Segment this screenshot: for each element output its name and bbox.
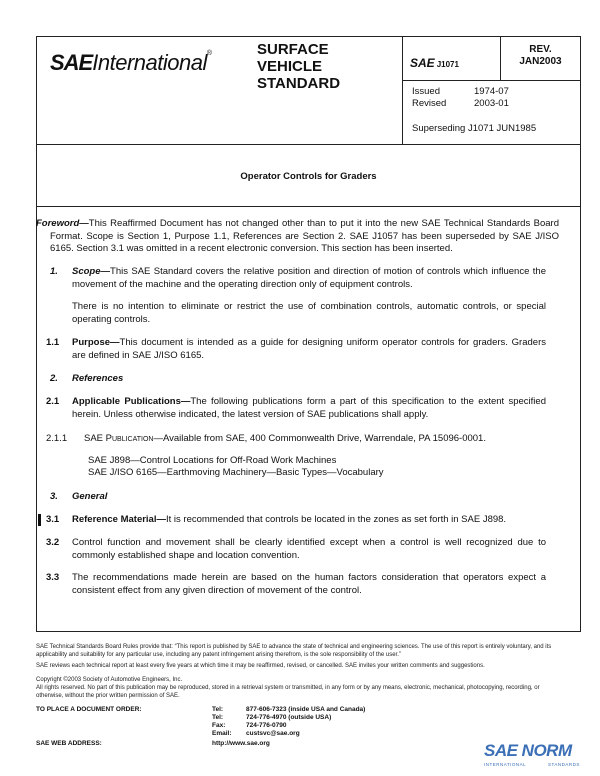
section-2-1-1-label: SAE Publication: [84, 433, 154, 444]
tel-value-usa[interactable]: 877-606-7323 (inside USA and Canada): [246, 706, 366, 713]
issued-value: 1974-07: [474, 86, 509, 97]
section-2-number: 2.: [50, 373, 58, 384]
section-1-label: Scope—: [72, 266, 111, 277]
section-3-1-text: It is recommended that controls be located in the zones as set forth in SAE J898.: [165, 514, 507, 525]
footer-rights: All rights reserved. No part of this publication may be reproduced, stored in a retrieval system or transmitted, in any form or by any means, electronic, mechanical, photocopying, recording, or otherwise, without the prior written permission of SAE.: [36, 685, 540, 699]
fax-label: Fax:: [212, 722, 226, 729]
doc-number-logo: SAE: [410, 56, 435, 70]
sae-norm-sub-left: INTERNATIONAL: [484, 762, 527, 767]
logo-trademark: ®: [206, 50, 213, 57]
document-title: Operator Controls for Graders: [240, 171, 377, 182]
header-bottom-rule: [36, 144, 581, 145]
foreword-text: This Reaffirmed Document has not changed other than to put it into the new SAE Technical Standards Board Format. Scope is Section 1, Purpose 1.1, References are Section 2. SAE J1057 has been superseded by SAE J/ISO 6165. Section 3.1 was omitted in a recent electronic conversion. This section has been inserted.: [50, 218, 559, 254]
sae-international-logo: [50, 50, 212, 76]
fax-value: 724-776-0790: [246, 722, 287, 729]
email-label: Email:: [212, 730, 232, 737]
doc-type-line-3: STANDARD: [257, 75, 341, 92]
revised-value: 2003-01: [474, 98, 509, 109]
tel-label: Tel:: [212, 706, 224, 713]
section-1-1-text: This document is intended as a guide for designing uniform operator controls for graders. Graders are defined in SAE J/ISO 6165.: [72, 337, 546, 361]
rev-divider-horizontal: [402, 80, 581, 81]
footer-rules: SAE Technical Standards Board Rules provide that: “This report is published by SAE to advance the state of technical and engineering sciences. The use of this report is entirely voluntary, and its applicability and suitability for any particular use, including any patent infringement arising therefrom, is the sole responsibility of the user.”: [36, 644, 552, 658]
logo-international-text: International: [92, 50, 207, 75]
sae-norm-logo-text: SAE NORM: [484, 741, 572, 760]
document-type: [257, 41, 340, 92]
tel-value-intl[interactable]: 724-776-4970 (outside USA): [246, 714, 332, 721]
section-1-text: This SAE Standard covers the relative position and direction of motion of controls which influence the movement of the machine and the operating direction only of equipment controls.: [72, 266, 546, 290]
title-bottom-rule: [36, 206, 581, 207]
section-3-1-reference-material: [72, 514, 546, 527]
reference-j-iso-6165: SAE J/ISO 6165—Earthmoving Machinery—Basic Types—Vocabulary: [88, 467, 384, 478]
section-3-3-text: The recommendations made herein are based on the human factors consideration that operators expect a consistent effect from any given direction of movement of the control.: [72, 572, 546, 596]
section-3-2-text: Control function and movement shall be clearly identified except when a control is well recognized due to commonly established shape and location convention.: [72, 537, 546, 561]
email-link[interactable]: custsvc@sae.org: [246, 730, 300, 737]
foreword: [36, 218, 559, 256]
section-2-1-number: 2.1: [46, 396, 60, 407]
footer-copyright: Copyright ©2003 Society of Automotive Engineers, Inc.: [36, 677, 183, 683]
change-bar: [38, 514, 41, 526]
doc-number: [410, 54, 459, 72]
revised-label: Revised: [412, 98, 447, 109]
superseding: Superseding J1071 JUN1985: [412, 123, 537, 134]
footer-review: SAE reviews each technical report at least every five years at which time it may be reaffirmed, revised, or cancelled. SAE invites your written comments and suggestions.: [36, 663, 485, 669]
header-divider-vertical: [402, 36, 403, 144]
section-1-1-label: Purpose—: [72, 337, 120, 348]
foreword-label: Foreword—: [36, 218, 89, 229]
section-2-1-applicable: [72, 396, 546, 421]
section-3-number: 3.: [50, 491, 58, 502]
tel-label-2: Tel:: [212, 714, 224, 721]
doc-number-value: J1071: [436, 60, 459, 69]
doc-type-line-1: SURFACE: [257, 41, 329, 58]
web-link[interactable]: http://www.sae.org: [212, 740, 270, 747]
section-2-1-1-publication: [84, 433, 546, 446]
section-3-2-number: 3.2: [46, 537, 60, 548]
section-1-1-number: 1.1: [46, 337, 60, 348]
section-1-number: 1.: [50, 266, 58, 277]
section-1-scope: [72, 266, 546, 291]
sae-norm-sub-right: STANDARDS: [548, 762, 580, 767]
section-2-1-label: Applicable Publications—: [72, 396, 191, 407]
order-label: TO PLACE A DOCUMENT ORDER:: [36, 706, 142, 713]
doc-type-line-2: VEHICLE: [257, 58, 323, 75]
section-2-1-1-number: 2.1.1: [46, 433, 68, 444]
section-3-label: General: [72, 491, 108, 502]
section-2-label: References: [72, 373, 124, 384]
logo-sae-text: SAE: [50, 50, 93, 75]
section-1-para-2: There is no intention to eliminate or restrict the use of combination controls, automatic controls, or special operating controls.: [72, 301, 546, 325]
rev-value: JAN2003: [519, 56, 562, 67]
section-3-3-number: 3.3: [46, 572, 60, 583]
issued-label: Issued: [412, 86, 440, 97]
sae-norm-logo: [484, 741, 594, 773]
section-1-1-purpose: [72, 337, 546, 362]
section-2-1-text: The following publications form a part of this specification to the extent specified herein. Unless otherwise indicated, the latest version of SAE publications shall apply.: [72, 396, 546, 420]
section-3-1-label: Reference Material—: [72, 514, 166, 525]
section-2-1-1-text: —Available from SAE, 400 Commonwealth Drive, Warrendale, PA 15096-0001.: [153, 433, 486, 444]
web-label: SAE WEB ADDRESS:: [36, 740, 102, 747]
section-3-1-number: 3.1: [46, 514, 60, 525]
revision-box: [500, 44, 581, 68]
rev-label: REV.: [529, 44, 552, 55]
reference-j898: SAE J898—Control Locations for Off-Road Work Machines: [88, 455, 337, 466]
